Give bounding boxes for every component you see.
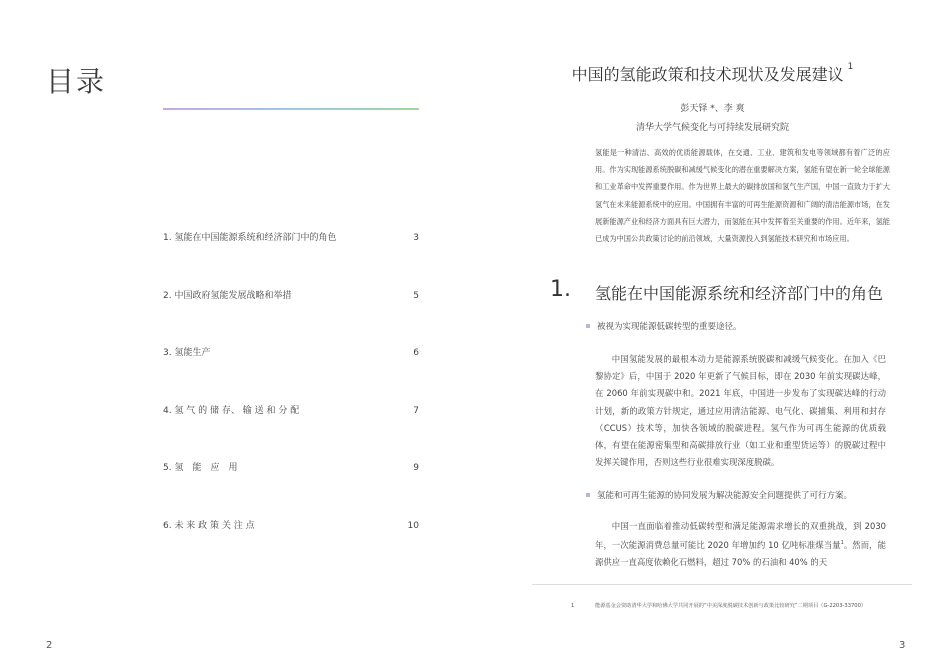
toc-entry[interactable] [163,345,419,403]
toc-entry[interactable] [163,460,419,518]
page-number: 3 [899,640,906,651]
footnote-ref[interactable]: 1 [840,540,844,547]
footnote-text: 能源基金会资助清华大学和哈佛大学共同开展的“中美深度脱碳技术创新与政策比较研究”二期项目（G-2203-33700） [595,603,867,609]
affiliation: 清华大学气候变化与可持续发展研究院 [635,123,789,133]
footnote-marker: 1 [571,603,575,609]
toc-entry[interactable] [163,288,419,346]
title-footnote-ref[interactable]: 1 [847,62,854,72]
body-text: 中国一直面临着推动低碳转型和满足能源需求增长的双重挑战，到 2030 年，一次能源消费总量可能比 2020 年增加约 10 亿吨标准煤当量 [595,521,886,550]
toc-entry[interactable] [163,403,419,461]
toc-entry-label: 4. 氢 气 的 储 存、 输 送 和 分 配 [163,405,300,416]
bullet-text: 氢能和可再生能源的协同发展为解决能源安全问题提供了可行方案。 [597,491,853,501]
toc-entry-label: 5. 氢 能 应 用 [163,463,238,473]
bullet-text: 被视为实现能源低碳转型的重要途径。 [597,322,742,332]
toc-entry-page: 7 [413,405,419,416]
footnote-divider [532,584,912,585]
bullet-point [586,320,742,332]
bullet-square-icon [586,324,590,328]
bullet-point [586,489,852,501]
body-paragraph [595,518,886,571]
table-of-contents [163,230,419,575]
article-title-text: 中国的氢能政策和技术现状及发展建议 [571,65,844,84]
authors: 彭天铎 *、李 爽 [680,104,745,114]
section-title: 氢能在中国能源系统和经济部门中的角色 [595,284,884,303]
body-paragraph: 中国氢能发展的最根本动力是能源系统脱碳和减缓气候变化。在加入《巴黎协定》后，中国于 2020 年更新了气候目标，即在 2030 年前实现碳达峰，在 2060 年前实现碳中和。2021 年底，中国进一步发布了实现碳达峰的行动计划，新的政策方针规定，通过应用清洁能源、电气化、碳捕集、利用和封存（CCUS）技术等，加快各领域的脱碳进程。氢气作为可再生能源的优质载体，有望在能源密集型和高碳排放行业（如工业和重型货运等）的脱碳过程中发挥关键作用，否则这些行业很难实现深度脱碳。 [595,354,886,468]
toc-entry-page: 6 [413,348,419,358]
section-number: 1. [550,277,571,302]
right-page [475,0,950,672]
toc-entry-label: 2. 中国政府氢能发展战略和举措 [163,290,292,301]
gradient-divider [163,108,419,110]
toc-entry-page: 5 [413,290,419,301]
page-number: 2 [46,640,53,651]
toc-entry-label: 6. 未 来 政 策 关 注 点 [163,520,255,531]
toc-entry-page: 9 [413,463,419,473]
toc-entry-page: 3 [413,233,419,243]
toc-entry-label: 1. 氢能在中国能源系统和经济部门中的角色 [163,233,337,243]
footnote [571,602,895,611]
toc-entry-page: 10 [407,520,419,531]
article-title [475,62,950,85]
body-text: 。然而，能源供应一直高度依赖化石燃料，超过 70% 的石油和 40% 的天 [595,540,887,568]
toc-entry[interactable] [163,518,419,576]
bullet-square-icon [586,493,590,497]
abstract: 氢能是一种清洁、高效的优质能源载体，在交通、工业、建筑和发电等领域都有着广泛的应用。作为实现能源系统脱碳和减缓气候变化的潜在重要解决方案，氢能有望在新一轮全球能源和工业革命中发挥重要作用。作为世界上最大的碳排放国和氢气生产国，中国一直致力于扩大氢气在未来能源系统中的应用。中国拥有丰富的可再生能源资源和广阔的清洁能源市场，在发展新能源产业和经济方面具有巨大潜力，而氢能在其中发挥着至关重要的作用。近年来，氢能已成为中国公共政策讨论的前沿领域，大量资源投入到氢能技术研究和市场应用。 [595,148,890,244]
toc-title: 目录 [46,65,107,98]
toc-entry-label: 3. 氢能生产 [163,348,211,358]
toc-entry[interactable] [163,230,419,288]
